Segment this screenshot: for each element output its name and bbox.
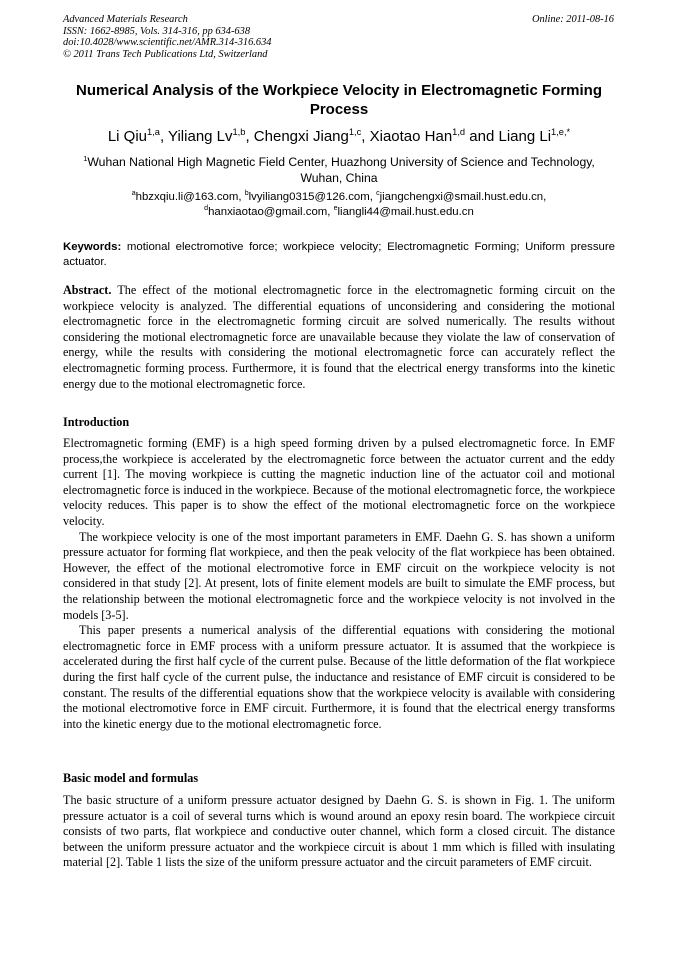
author-name: Xiaotao Han [369, 128, 453, 145]
paragraph: The workpiece velocity is one of the most important parameters in EMF. Daehn G. S. has shown a uniform pressure actuator for forming flat workpiece, and then the peak velocity of the flat workpiece has been obtained. However, the effect of the motional electromotive force in EMF circuit on the workpiece velocity is not considered in that study [2]. At present, lots of finite element models are built to simulate the EMF process, but the relationship between the motional electromagnetic force and the workpiece velocity is not involved in the models [3-5]. [63, 529, 615, 622]
author-affil-mark: 1,e,* [551, 127, 571, 137]
keywords-label: Keywords: [63, 241, 122, 253]
author-affil-mark: 1,d [452, 127, 466, 137]
keywords [63, 240, 615, 270]
journal-issn: ISSN: 1662-8985, Vols. 314-316, pp 634-638 [63, 25, 251, 37]
paper-title: Numerical Analysis of the Workpiece Velocity in Electromagnetic Forming Process [76, 82, 602, 118]
journal-copyright: © 2011 Trans Tech Publications Ltd, Switzerland [63, 48, 268, 60]
author-affil-mark: 1,b [232, 127, 246, 137]
email-mark: b [244, 190, 249, 198]
abstract-label: Abstract. [63, 283, 112, 297]
author-affil-mark: 1,c [348, 127, 362, 137]
email-link[interactable]: hbzxqiu.li@163.com [135, 191, 239, 203]
author-name: Yiliang Lv [168, 128, 233, 145]
paragraph: Electromagnetic forming (EMF) is a high speed forming driven by a pulsed electromagnetic force. In EMF process,the workpiece is accelerated by the electromagnetic force between the actuator current and the eddy current [1]. The moving workpiece is cutting the magnetic induction line of the actuator coil and motional electromagnetic force is induced in the workpiece. Because of the motional electromagnetic force, the workpiece velocity reduces. This paper is to show the effect of the motional electromagnetic force on the workpiece velocity. [63, 436, 615, 528]
section-introduction [63, 436, 615, 732]
author-separator: and [465, 128, 499, 145]
author-separator: , [245, 128, 254, 145]
author-separator: , [159, 128, 169, 145]
author-name: Li Qiu [107, 128, 148, 145]
email-link[interactable]: hanxiaotao@gmail.com [208, 206, 328, 218]
email-separator: , [369, 191, 377, 203]
journal-name: Advanced Materials Research [63, 14, 188, 25]
email-link[interactable]: jiangchengxi@smail.hust.edu.cn [379, 191, 544, 203]
email-separator: , [238, 191, 245, 203]
abstract-text: The effect of the motional electromagnetic force in the electromagnetic forming circuit on the workpiece velocity is analyzed. The differential equations of unconsidering and considering the motional electromagnetic force in the electromagnetic forming circuit are solved numerically. The results without considering the motional electromagnetic force are unavailable because they violate the law of conservation of energy, while the results with considering the motional electromagnetic force can accurately reflect the electromagnetic forming process. Furthermore, it is found that the electrical energy transforms into the kinetic energy due to the motional electromagnetic force. [63, 283, 615, 391]
author-separator: , [361, 128, 370, 145]
section-basic-model [63, 793, 615, 871]
author-list [63, 127, 615, 147]
email-list [63, 190, 615, 220]
abstract [63, 283, 615, 392]
affiliation [63, 155, 615, 186]
online-date: Online: 2011-08-16 [531, 14, 614, 25]
affiliation-text: Wuhan National High Magnetic Field Center, Huazhong University of Science and Technology, Wuhan, China [87, 155, 595, 185]
email-separator: , [543, 191, 547, 203]
email-mark: e [333, 205, 338, 213]
paragraph: The basic structure of a uniform pressure actuator designed by Daehn G. S. is shown in Fig. 1. The uniform pressure actuator is a coil of several turns which is wound around an epoxy resin board. The workpiece circuit consists of two parts, flat workpiece and conductive outer channel, which form a closed circuit. The distance between the uniform pressure actuator and the workpiece circuit is about 1 mm which is filled with insulating material [2]. Table 1 lists the size of the uniform pressure actuator and the circuit parameters of EMF circuit. [63, 793, 615, 870]
email-separator: , [327, 206, 334, 218]
author-affil-mark: 1,a [147, 127, 160, 137]
paragraph: This paper presents a numerical analysis of the differential equations with considering the motional electromagnetic force in EMF process with a uniform pressure actuator. It is assumed that the workpiece is accelerated during the first half cycle of the current pulse. Because of the little deformation of the flat workpiece during the first half cycle of the current pulse, the inductance and resistance of EMF circuit is considered to be constant. The results of the differential equations show that the workpiece velocity is available with considering the motional electromotive force in EMF circuit. Furthermore, it is found that the electrical energy transforms into the kinetic energy due to the motional electromagnetic force. [63, 623, 615, 731]
affiliation-mark: 1 [83, 153, 88, 163]
email-mark: a [131, 190, 136, 198]
journal-header [63, 14, 271, 60]
section-heading-introduction: Introduction [63, 415, 130, 429]
section-heading-basic-model: Basic model and formulas [63, 771, 199, 785]
journal-doi: doi:10.4028/www.scientific.net/AMR.314-316.634 [63, 37, 272, 48]
keywords-text: motional electromotive force; workpiece velocity; Electromagnetic Forming; Uniform pressure actuator. [63, 241, 615, 268]
author-name: Chengxi Jiang [253, 128, 349, 145]
email-mark: d [204, 205, 209, 213]
author-name: Liang Li [498, 128, 552, 145]
email-mark: c [376, 190, 380, 198]
email-link[interactable]: liangli44@mail.hust.edu.cn [337, 206, 474, 218]
email-link[interactable]: lvyiliang0315@126.com [248, 191, 370, 203]
